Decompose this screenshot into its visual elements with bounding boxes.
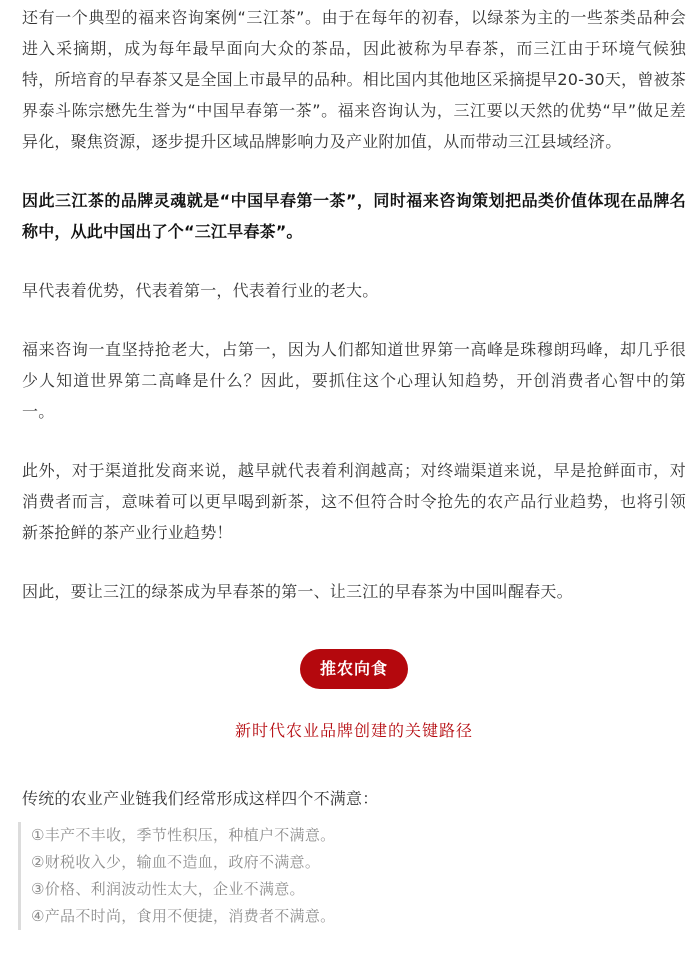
paragraph-brand-soul: 因此三江茶的品牌灵魂就是“中国早春第一茶”，同时福来咨询策划把品类价值体现在品牌名称中，从此中国出了个“三江早春茶”。 [22, 191, 686, 241]
paragraph-conclusion: 因此，要让三江的绿茶成为早春茶的第一、让三江的早春茶为中国叫醒春天。 [22, 582, 573, 601]
paragraph-intro: 传统的农业产业链我们经常形成这样四个不满意： [22, 789, 379, 808]
quote-item: ①丰产不丰收，季节性积压，种植户不满意。 [31, 826, 336, 844]
quote-block [18, 822, 686, 930]
paragraph-be-first: 福来咨询一直坚持抢老大，占第一，因为人们都知道世界第一高峰是珠穆朗玛峰，却几乎很少人知道世界第二高峰是什么？因此，要抓住这个心理认知趋势，开创消费者心智中的第一。 [22, 340, 686, 421]
quote-item: ④产品不时尚，食用不便捷，消费者不满意。 [31, 907, 336, 925]
paragraph-early-advantage: 早代表着优势，代表着第一，代表着行业的老大。 [22, 281, 379, 300]
section-subtitle: 新时代农业品牌创建的关键路径 [234, 721, 473, 740]
quote-item: ②财税收入少，输血不造血，政府不满意。 [31, 853, 321, 871]
paragraph-sanjiang-case: 还有一个典型的福来咨询案例“三江茶”。由于在每年的初春，以绿茶为主的一些茶类品种会进入采摘期，成为每年最早面向大众的茶品，因此被称为早春茶，而三江由于环境气候独特，所培育的早春茶又是全国上市最早的品种。相比国内其他地区采摘提早20-30天，曾被茶界泰斗陈宗懋先生誉为“中国早春第一茶”。福来咨询认为，三江要以天然的优势“早”做足差异化，聚焦资源，逐步提升区域品牌影响力及产业附加值，从而带动三江县域经济。 [22, 8, 686, 151]
quote-item: ③价格、利润波动性太大，企业不满意。 [31, 880, 305, 898]
article-body [22, 0, 686, 930]
section-badge: 推农向食 [300, 649, 408, 689]
section-header [22, 649, 686, 743]
paragraph-channels: 此外，对于渠道批发商来说，越早就代表着利润越高；对终端渠道来说，早是抢鲜面市，对消费者而言，意味着可以更早喝到新茶，这不但符合时令抢先的农产品行业趋势，也将引领新茶抢鲜的茶产业行业趋势！ [22, 461, 686, 542]
